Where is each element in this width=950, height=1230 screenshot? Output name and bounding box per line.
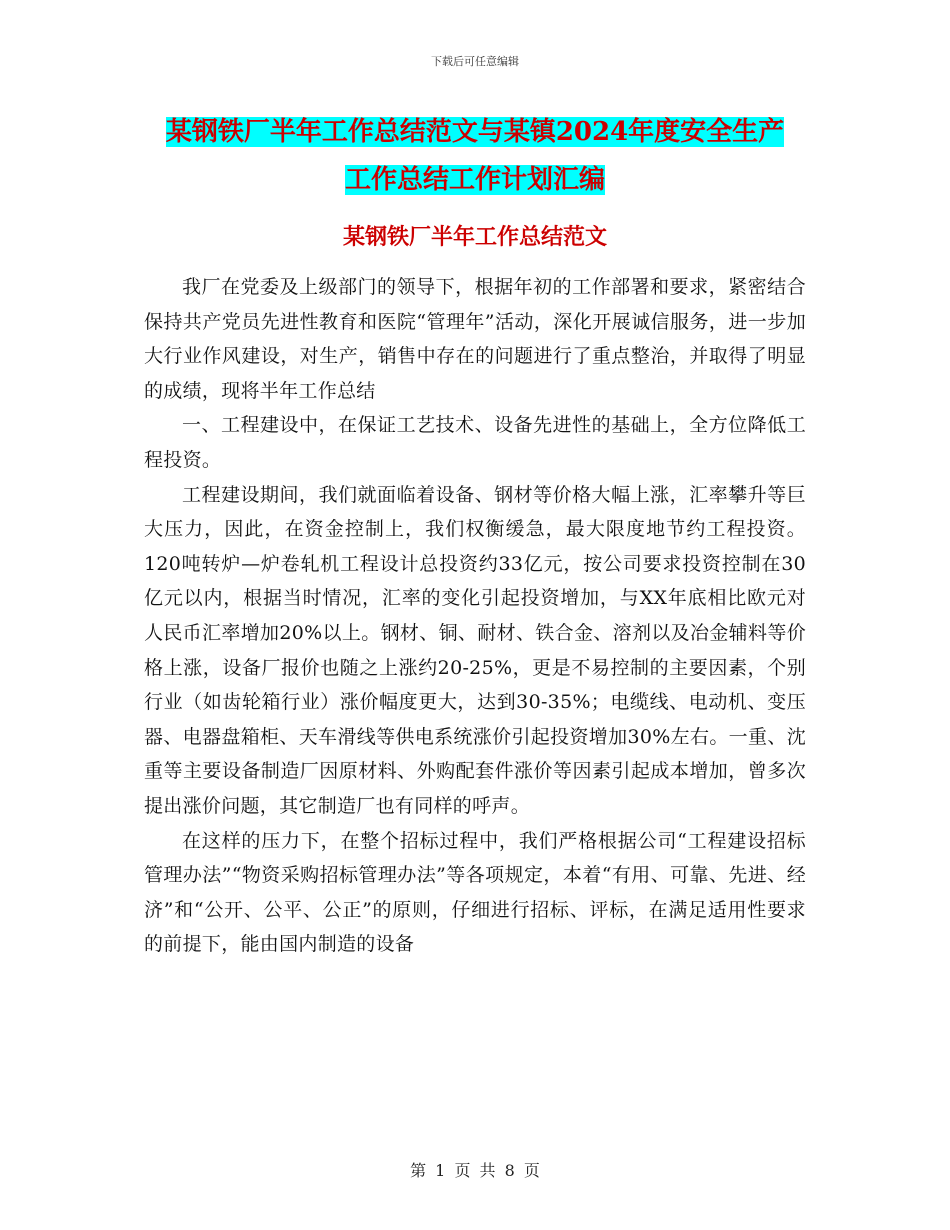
body-text — [144, 270, 806, 962]
section-title: 某钢铁厂半年工作总结范文 — [342, 224, 607, 250]
document-title-line-2: 工作总结工作计划汇编 — [344, 165, 605, 195]
paragraph-investment: 工程建设期间，我们就面临着设备、钢材等价格大幅上涨，汇率攀升等巨大压力，因此，在资金控制上，我们权衡缓急，最大限度地节约工程投资。120吨转炉—炉卷轧机工程设计总投资约33亿元，按公司要求投资控制在30亿元以内，根据当时情况，汇率的变化引起投资增加，与XX年底相比欧元对人民币汇率增加20%以上。钢材、铜、耐材、铁合金、溶剂以及冶金辅料等价格上涨，设备厂报价也随之上涨约20-25%，更是不易控制的主要因素，个别行业（如齿轮箱行业）涨价幅度更大，达到30-35%；电缆线、电动机、变压器、电器盘箱柜、天车滑线等供电系统涨价引起投资增加30%左右。一重、沈重等主要设备制造厂因原材料、外购配套件涨价等因素引起成本增加，曾多次提出涨价问题，其它制造厂也有同样的呼声。 — [144, 483, 806, 817]
page-footer: 第 1 页 共 8 页 — [410, 1161, 540, 1180]
document-title — [0, 108, 950, 204]
paragraph-intro: 我厂在党委及上级部门的领导下，根据年初的工作部署和要求，紧密结合保持共产党员先进性教育和医院“管理年”活动，深化开展诚信服务，进一步加大行业作风建设，对生产，销售中存在的问题进行了重点整治，并取得了明显的成绩，现将半年工作总结 — [144, 276, 806, 402]
paragraph-bidding: 在这样的压力下，在整个招标过程中，我们严格根据公司“工程建设招标管理办法”“物资采购招标管理办法”等各项规定，本着“有用、可靠、先进、经济”和“公开、公平、公正”的原则，仔细进行招标、评标，在满足适用性要求的前提下，能由国内制造的设备 — [144, 829, 806, 956]
header-note: 下载后可任意编辑 — [431, 55, 519, 68]
document-title-line-1: 某钢铁厂半年工作总结范文与某镇2024年度安全生产 — [165, 117, 785, 147]
paragraph-heading-1: 一、工程建设中，在保证工艺技术、设备先进性的基础上，全方位降低工程投资。 — [144, 414, 806, 471]
